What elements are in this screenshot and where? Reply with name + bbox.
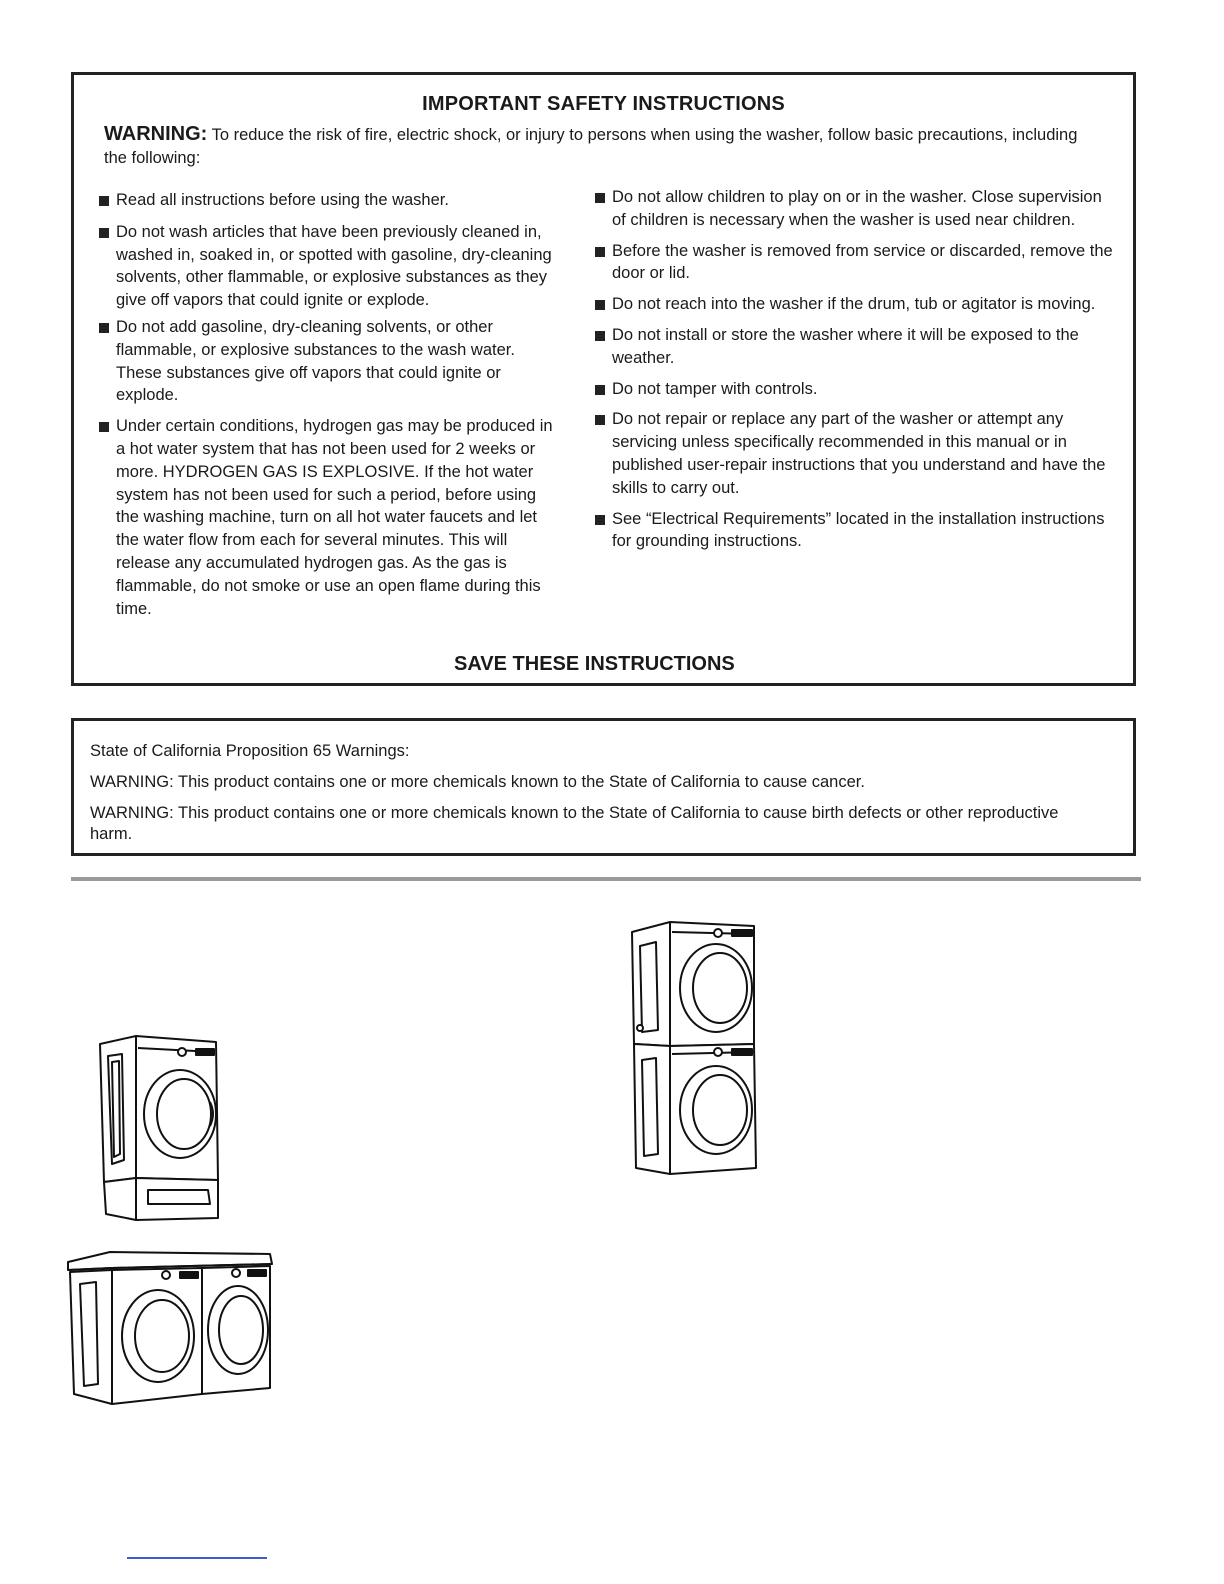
bullet-square-icon	[595, 385, 605, 395]
bullet-square-icon	[595, 193, 605, 203]
instruction-item: Before the washer is removed from service or discarded, remove the door or lid.	[595, 240, 1115, 286]
warning-intro	[104, 123, 1093, 170]
prop65-warning-cancer: WARNING: This product contains one or more chemicals known to the State of California to cause cancer.	[90, 773, 865, 791]
bullet-square-icon	[595, 247, 605, 257]
left-instructions-column	[99, 189, 559, 620]
bullet-square-icon	[595, 515, 605, 525]
prop65-warning-birth: WARNING: This product contains one or more chemicals known to the State of California to cause birth defects or other reproductive harm.	[90, 804, 1059, 843]
bullet-square-icon	[99, 196, 109, 206]
save-instructions-title: SAVE THESE INSTRUCTIONS	[454, 653, 735, 675]
safety-instructions-box	[71, 72, 1136, 686]
instruction-item: Read all instructions before using the washer.	[99, 189, 559, 212]
instruction-item: Do not repair or replace any part of the washer or attempt any servicing unless specifically recommended in this manual or in published user-repair instructions that you understand and have the skills to carry out.	[595, 408, 1115, 499]
instruction-item: Do not tamper with controls.	[595, 378, 1115, 401]
instruction-item: See “Electrical Requirements” located in the installation instructions for grounding instructions.	[595, 508, 1115, 554]
section-divider	[71, 877, 1141, 881]
washer-pedestal-icon	[92, 1032, 228, 1224]
footer-link-underline	[127, 1557, 267, 1559]
instruction-item: Do not reach into the washer if the drum, tub or agitator is moving.	[595, 293, 1115, 316]
prop65-box	[71, 718, 1136, 856]
prop65-heading: State of California Proposition 65 Warnings:	[90, 742, 410, 760]
bullet-square-icon	[595, 415, 605, 425]
side-by-side-icon	[62, 1244, 276, 1412]
bullet-square-icon	[99, 228, 109, 238]
instruction-item: Under certain conditions, hydrogen gas may be produced in a hot water system that has not been used for 2 weeks or more. HYDROGEN GAS IS EXPLOSIVE. If the hot water system has not been used for such a period, before using the washing machine, turn on all hot water faucets and let the water flow from each for several minutes. This will release any accumulated hydrogen gas. As the gas is flammable, do not smoke or use an open flame during this time.	[99, 415, 559, 620]
instruction-item: Do not wash articles that have been previously cleaned in, washed in, soaked in, or spotted with gasoline, dry-cleaning solvents, other flammable, or explosive substances as they give off vapors that could ignite or explode.	[99, 221, 559, 312]
warning-word: WARNING:	[104, 123, 208, 145]
instruction-item: Do not add gasoline, dry-cleaning solvents, or other flammable, or explosive substances to the wash water. These substances give off vapors that could ignite or explode.	[99, 316, 559, 407]
instruction-item: Do not allow children to play on or in the washer. Close supervision of children is necessary when the washer is used near children.	[595, 186, 1115, 232]
right-instructions-column	[595, 186, 1115, 553]
safety-title: IMPORTANT SAFETY INSTRUCTIONS	[422, 93, 785, 115]
bullet-square-icon	[99, 422, 109, 432]
stacked-washer-dryer-icon	[626, 918, 766, 1182]
warning-text: To reduce the risk of fire, electric shock, or injury to persons when using the washer, follow basic precautions, including the following:	[104, 126, 1078, 167]
bullet-square-icon	[595, 300, 605, 310]
bullet-square-icon	[99, 323, 109, 333]
bullet-square-icon	[595, 331, 605, 341]
instruction-item: Do not install or store the washer where it will be exposed to the weather.	[595, 324, 1115, 370]
